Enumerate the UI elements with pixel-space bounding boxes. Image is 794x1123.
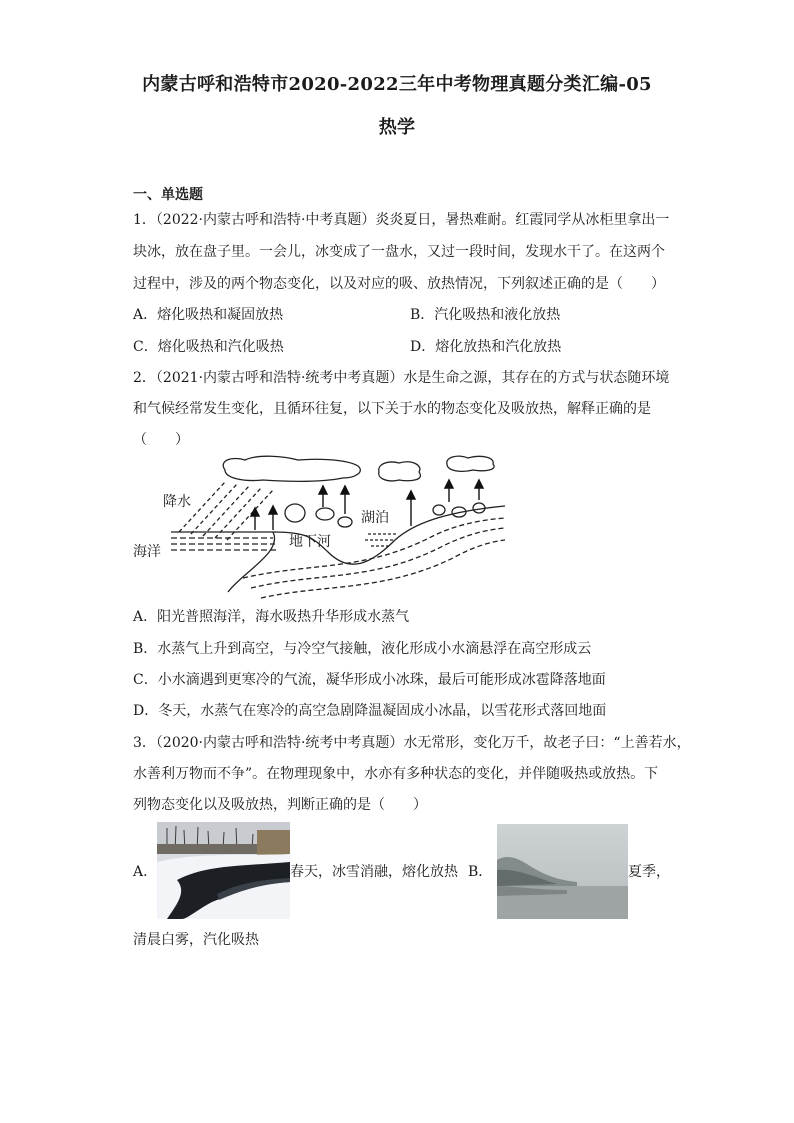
q3-option-b-continuation: 清晨白雾，汽化吸热	[133, 932, 259, 948]
q2-option-c: C．小水滴遇到更寒冷的气流，凝华形成小冰珠，最后可能形成冰雹降落地面	[133, 672, 606, 688]
q3-option-b-label: B．	[468, 864, 493, 880]
q1-line-1: 1．（2022·内蒙古呼和浩特·中考真题）炎炎夏日，暑热难耐。红霞同学从冰柜里拿出一	[133, 212, 670, 228]
rain-streaks	[179, 482, 273, 540]
q1-line-2: 块冰，放在盘子里。一会儿，冰变成了一盘水，又过一段时间，发现水干了。在这两个	[133, 244, 665, 260]
document-title-line2: 热学	[378, 117, 416, 138]
photo-morning-fog-lake	[497, 824, 628, 919]
land-surface	[171, 506, 505, 564]
q2-line-1: 2．（2021·内蒙古呼和浩特·统考中考真题）水是生命之源，其存在的方式与状态随环境	[133, 370, 670, 386]
q1-option-b: B．汽化吸热和液化放热	[410, 307, 561, 323]
q3-line-2: 水善利万物而不争”。在物理现象中，水亦有多种状态的变化，并伴随吸热或放热。下	[133, 766, 659, 782]
q1-option-a: A．熔化吸热和凝固放热	[133, 307, 284, 323]
q3-option-b-text: 夏季，	[628, 864, 670, 880]
q3-line-1: 3．（2020·内蒙古呼和浩特·统考中考真题）水无常形，变化万千，故老子曰：“上善若水，	[133, 735, 691, 751]
q2-option-d: D．冬天，水蒸气在寒冷的高空急剧降温凝固成小冰晶，以雪花形式落回地面	[133, 703, 607, 719]
document-title-line1: 内蒙古呼和浩特市2020-2022三年中考物理真题分类汇编-05	[142, 74, 652, 95]
label-ocean: 海洋	[133, 544, 161, 560]
q1-line-3: 过程中，涉及的两个物态变化，以及对应的吸、放热情况，下列叙述正确的是（ ）	[133, 276, 665, 292]
lake-lines	[365, 534, 398, 546]
q1-option-c: C．熔化吸热和汽化吸热	[133, 339, 284, 355]
q3-option-a-label: A．	[133, 864, 158, 880]
q2-option-a: A．阳光普照海洋，海水吸热升华形成水蒸气	[133, 609, 410, 625]
cloud-middle	[379, 462, 421, 481]
q3-option-a-text: 春天，冰雪消融，熔化放热	[290, 864, 458, 880]
q3-line-3: 列物态变化以及吸放热，判断正确的是（ ）	[133, 797, 427, 813]
label-rain: 降水	[163, 494, 191, 510]
cloud-right	[447, 456, 494, 471]
q2-line-2: 和气候经常发生变化，且循环往复，以下关于水的物态变化及吸放热，解释正确的是	[133, 401, 651, 417]
cloud-large	[223, 456, 360, 481]
section-heading: 一、单选题	[133, 187, 203, 203]
q1-option-d: D．熔化放热和汽化放热	[410, 339, 562, 355]
label-groundwater: 地下河	[289, 534, 331, 550]
label-lake: 湖泊	[361, 510, 389, 526]
groundwater-lines	[243, 518, 505, 598]
photo-melting-ice-stream	[157, 822, 290, 919]
q2-line-3: （ ）	[133, 432, 189, 448]
ocean-lines	[171, 538, 276, 550]
water-cycle-diagram	[133, 452, 513, 602]
q2-option-b: B．水蒸气上升到高空，与冷空气接触，液化形成小水滴悬浮在高空形成云	[133, 641, 592, 657]
groundwater-boundary	[228, 532, 275, 592]
